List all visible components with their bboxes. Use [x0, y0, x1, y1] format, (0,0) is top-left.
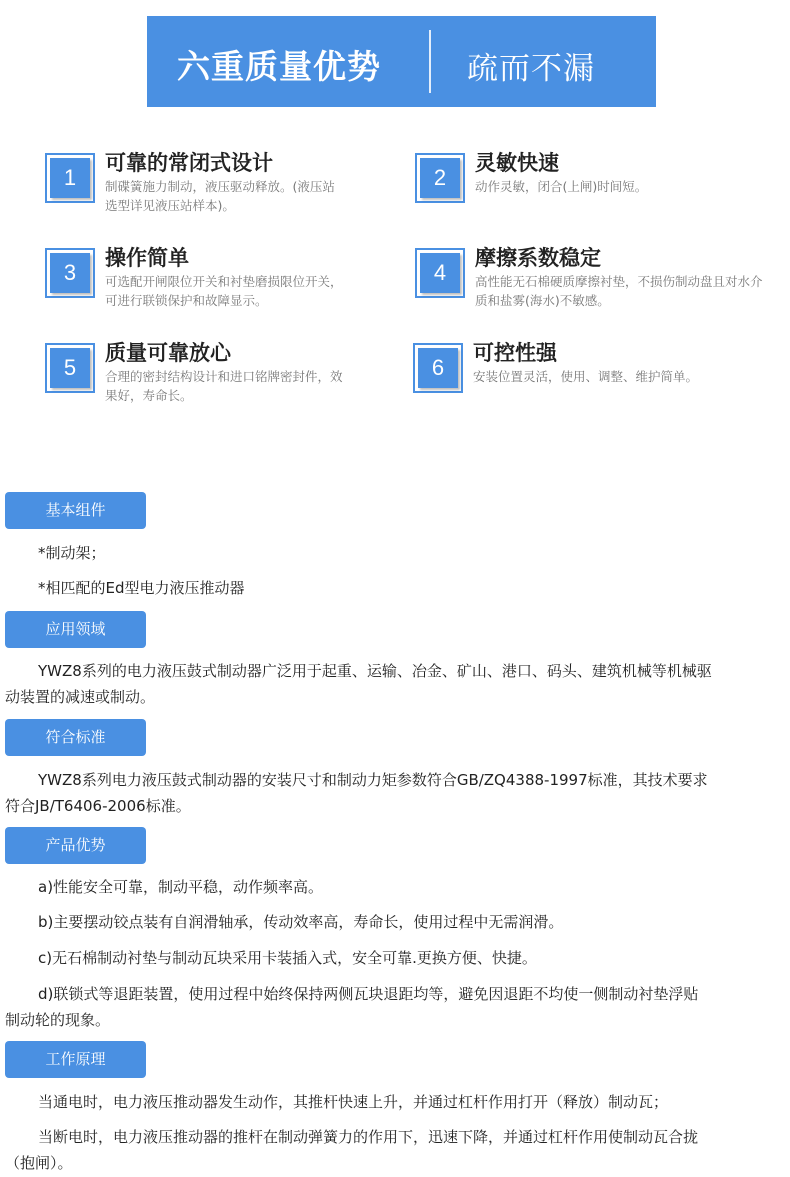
advantage-title: 可靠的常闭式设计	[105, 151, 273, 175]
standard-text-line-1: YWZ8系列电力液压鼓式制动器的安装尺寸和制动力矩参数符合GB/ZQ4388-1997标准，其技术要求	[38, 771, 708, 789]
number-badge: 2	[415, 153, 465, 203]
banner	[147, 16, 656, 107]
banner-subtitle: 疏而不漏	[467, 51, 595, 87]
component-line-2: *相匹配的Ed型电力液压推动器	[38, 579, 245, 597]
number-badge: 3	[45, 248, 95, 298]
advantage-title: 质量可靠放心	[105, 341, 231, 365]
application-text-line-2: 动装置的减速或制动。	[5, 688, 156, 706]
principle-line-2: 当断电时，电力液压推动器的推杆在制动弹簧力的作用下，迅速下降，并通过杠杆作用使制动瓦合拢	[38, 1128, 699, 1146]
advantage-title: 灵敏快速	[475, 151, 559, 175]
advantage-desc: 制碟簧施力制动，液压驱动释放。(液压站选型详见液压站样本)。	[105, 179, 335, 213]
advantage-item-4	[415, 246, 763, 328]
section-tag-principle: 工作原理	[5, 1041, 146, 1078]
section-tag-standard: 符合标准	[5, 719, 146, 756]
principle-line-3: （抱闸）。	[5, 1154, 73, 1172]
advantage-line-b: b)主要摆动铰点装有自润滑轴承，传动效率高，寿命长，使用过程中无需润滑。	[38, 913, 564, 931]
advantage-desc: 安装位置灵活，使用、调整、维护简单。	[473, 369, 699, 384]
advantage-title: 可控性强	[473, 341, 557, 365]
advantage-title: 操作简单	[105, 246, 189, 270]
advantage-item-3	[45, 248, 375, 328]
section-tag-components: 基本组件	[5, 492, 146, 529]
number-badge: 4	[415, 248, 465, 298]
advantage-desc: 合理的密封结构设计和进口铭牌密封件，效果好，寿命长。	[105, 369, 343, 403]
section-tag-application: 应用领域	[5, 611, 146, 648]
number-badge: 5	[45, 343, 95, 393]
advantage-title: 摩擦系数稳定	[475, 246, 601, 270]
advantage-desc: 高性能无石棉硬质摩擦衬垫，不损伤制动盘且对水介质和盐雾(海水)不敏感。	[475, 274, 763, 308]
banner-title: 六重质量优势	[177, 47, 381, 86]
advantage-item-6	[413, 343, 743, 423]
advantage-item-2	[415, 153, 745, 233]
advantage-item-5	[45, 343, 375, 423]
application-text-line-1: YWZ8系列的电力液压鼓式制动器广泛用于起重、运输、冶金、矿山、港口、码头、建筑机械等机械驱	[38, 662, 712, 680]
component-line-1: *制动架；	[38, 544, 106, 562]
banner-divider	[429, 30, 431, 93]
advantage-line-a: a)性能安全可靠，制动平稳，动作频率高。	[38, 878, 324, 896]
principle-line-1: 当通电时，电力液压推动器发生动作，其推杆快速上升，并通过杠杆作用打开（释放）制动瓦；	[38, 1093, 669, 1111]
section-tag-advantages: 产品优势	[5, 827, 146, 864]
standard-text-line-2: 符合JB/T6406-2006标准。	[5, 797, 191, 815]
advantage-line-d-1: d)联锁式等退距装置，使用过程中始终保持两侧瓦块退距均等，避免因退距不均使一侧制动衬垫浮贴	[38, 985, 699, 1003]
number-badge: 1	[45, 153, 95, 203]
number-badge: 6	[413, 343, 463, 393]
advantage-item-1	[45, 153, 375, 233]
advantage-line-c: c)无石棉制动衬垫与制动瓦块采用卡装插入式，安全可靠.更换方便、快捷。	[38, 949, 537, 967]
advantage-desc: 可选配开闸限位开关和衬垫磨损限位开关，可进行联锁保护和故障显示。	[105, 274, 343, 308]
advantage-line-d-2: 制动轮的现象。	[5, 1011, 111, 1029]
advantage-desc: 动作灵敏，闭合(上闸)时间短。	[475, 179, 648, 194]
